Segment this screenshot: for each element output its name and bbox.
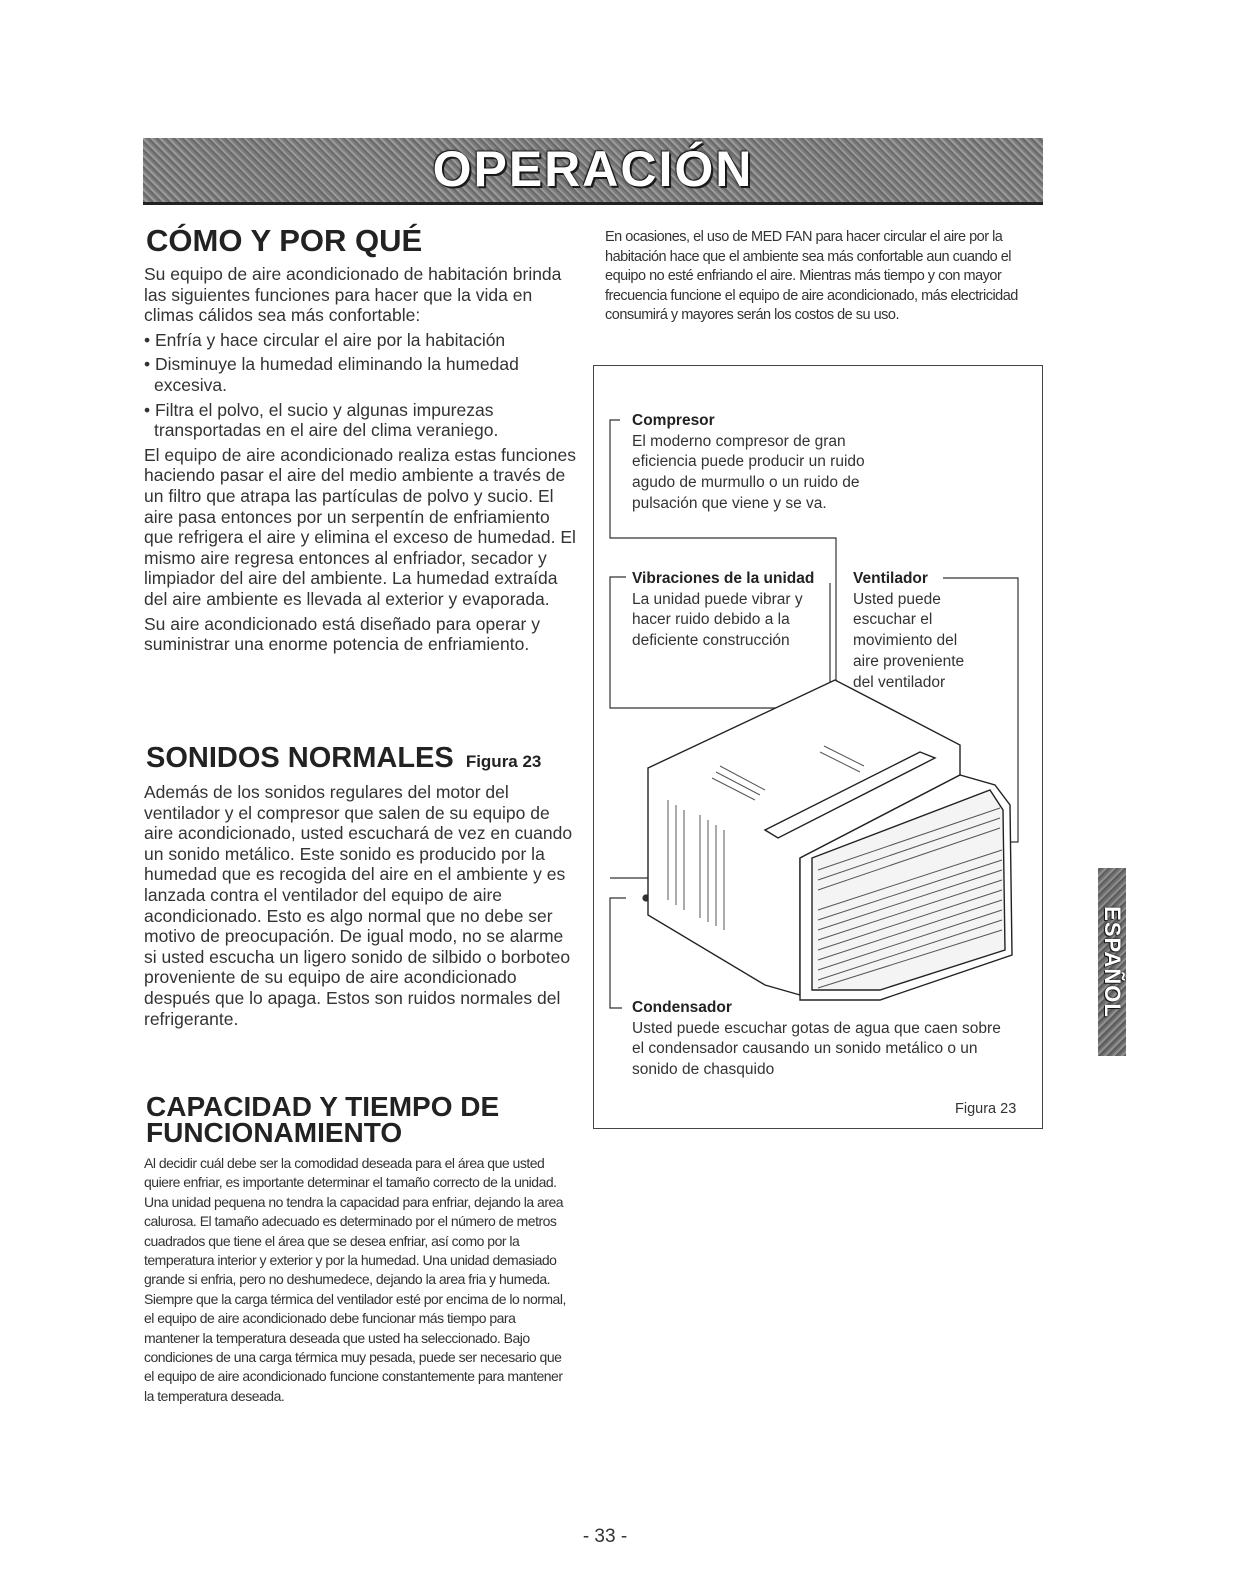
section3-body: Al decidir cuál debe ser la comodidad deseada para el área que usted quiere enfriar, es importante determinar el tamaño correcto de la unidad. Una unidad pequena no tendra la capacidad para enfriar, dejando la area calurosa. El tamaño adecuado es determinado por el número de metros cuadrados que tiene el área que se desea enfriar, así como por la temperatura interior y exterior y por la humedad. Una unidad demasiado grande si enfria, pero no deshumedece, dejando la area fria y humeda. Siempre que la carga térmica del ventilador esté por encima de lo normal, el equipo de aire acondicionado debe funcionar más tiempo para mantener la temperatura deseada que usted ha seleccionado. Bajo condiciones de una carga térmica muy pesada, puede ser necesario que el equipo de aire acondicionado funcione constantemente para mantener la temperatura deseada. [144,1155,566,1404]
bullet-item: • Filtra el polvo, el sucio y algunas impurezas transportadas en el aire del clima veraniego. [144,399,499,441]
bullet-item: • Disminuye la humedad eliminando la humedad excesiva. [144,354,519,395]
right-column-intro: En ocasiones, el uso de MED FAN para hacer circular el aire por la habitación hace que el ambiente sea más confortable aun cuando el equipo no esté enfriando el aire. Mientras más tiempo y con mayor frecuencia funcione el equipo de aire acondicionado, más electricidad consumirá y mayores serán los costos de su uso. [605,229,1018,324]
language-tab-label: ESPAÑOL [1100,906,1125,1018]
heading-como-y-por-que: CÓMO Y POR QUÉ [146,223,423,258]
callout-text: Usted puede escuchar el movimiento del aire proveniente del ventilador [853,590,965,691]
callout-text: La unidad puede vibrar y hacer ruido debido a la deficiente construcción [632,590,803,650]
bullet-item: • Enfría y hace circular el aire por la habitación [144,329,506,350]
callout-text: El moderno compresor de gran eficiencia puede producir un ruido agudo de murmullo o un ruido de pulsación que viene y se va. [632,432,865,512]
callout-title: Condensador [632,999,732,1016]
section1-intro: Su equipo de aire acondicionado de habitación brinda las siguientes funciones para hacer que la vida en climas cálidos sea más confortable: [144,264,562,326]
callout-compresor [632,411,902,515]
air-conditioner-unit [648,680,1012,1000]
callout-title: Vibraciones de la unidad [632,570,815,587]
heading-line: FUNCIONAMIENTO [146,1117,403,1148]
language-tab [1098,868,1126,1056]
callout-title: Compresor [632,412,715,429]
condensador-bracket [610,898,626,1008]
section1-paragraph: El equipo de aire acondicionado realiza estas funciones haciendo pasar el aire del medio ambiente a través de un filtro que atrapa las partículas de polvo y sucio. El aire pasa entonces por un serpentín de enfriamiento que refrigera el aire y elimina el exceso de humedad. El mismo aire regresa entonces al enfriador, secador y limpiador del aire del ambiente. La humedad extraída del aire ambiente es llevada al exterior y evaporada. [144,444,576,609]
page-number: - 33 - [582,1526,628,1547]
callout-condensador [632,998,1012,1081]
banner-title: OPERACIÓN [432,141,754,197]
figure-reference: Figura 23 [465,752,542,771]
callout-ventilador [853,569,983,693]
section2-paragraph: Además de los sonidos regulares del motor del ventilador y el compresor que salen de su equipo de aire acondicionado, usted escuchará de vez en cuando un sonido metálico. Este sonido es producido por la humedad que es recogida del aire en el ambiente y es lanzada contra el ventilador del equipo de aire acondicionado. Esto es algo normal que no debe ser motivo de preocupación. De igual modo, no se alarme si usted escucha un ligero sonido de silbido o borboteo proveniente de su equipo de aire acondicionado después que lo apaga. Estos son ruidos normales del refrigerante. [144,782,573,1029]
figure-caption: Figura 23 [955,1101,1017,1117]
section1-paragraph: Su aire acondicionado está diseñado para operar y suministrar una enorme potencia de enfriamiento. [144,613,540,655]
callout-text: Usted puede escuchar gotas de agua que caen sobre el condensador causando un sonido metálico o un sonido de chasquido [632,1019,1001,1079]
callout-title: Ventilador [853,570,928,587]
heading-line: CAPACIDAD Y TIEMPO DE [146,1091,500,1122]
callout-vibraciones [632,569,824,652]
heading-text: SONIDOS NORMALES [146,742,454,774]
